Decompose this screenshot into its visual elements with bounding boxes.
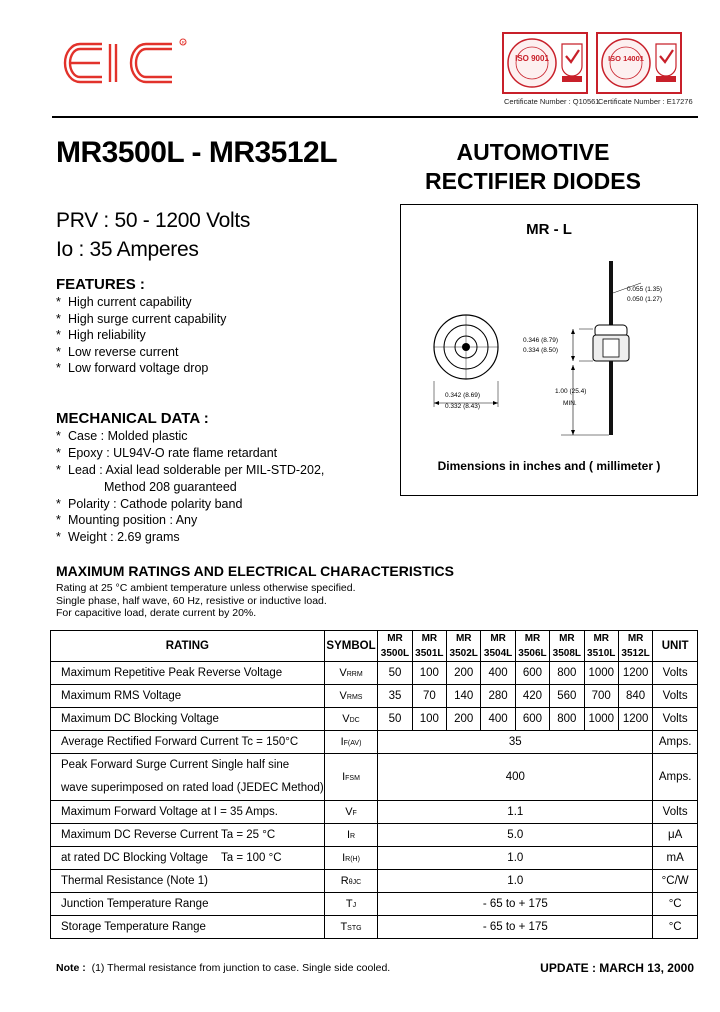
part-header: MR 3510L [584, 631, 618, 662]
rating-header: RATING [51, 631, 325, 662]
dimension-units-note: Dimensions in inches and ( millimeter ) [437, 459, 661, 473]
mechanical-heading: MECHANICAL DATA : [56, 410, 209, 427]
part-header: MR 3504L [481, 631, 515, 662]
svg-text:1.00 (25.4): 1.00 (25.4) [555, 388, 587, 395]
list-item: * Low forward voltage drop [56, 361, 209, 376]
key-specs [56, 206, 250, 264]
iso-9001-badge [502, 32, 588, 94]
mechanical-list [56, 428, 324, 546]
footnote: Note : (1) Thermal resistance from junction to case. Single side cooled. [56, 962, 391, 974]
table-row: Junction Temperature Range TJ - 65 to + 175 °C [51, 893, 698, 916]
svg-text:R: R [181, 40, 185, 45]
symbol-header: SYMBOL [324, 631, 378, 662]
list-item: * High reliability [56, 328, 146, 343]
list-item: * Lead : Axial lead solderable per MIL-STD-202, [56, 462, 325, 477]
svg-text:ISO 14001: ISO 14001 [608, 54, 644, 63]
part-header: MR 3502L [447, 631, 481, 662]
svg-text:ISO 9001: ISO 9001 [515, 54, 549, 63]
package-name: MR - L [526, 221, 572, 238]
ratings-heading: MAXIMUM RATINGS AND ELECTRICAL CHARACTERISTICS [56, 563, 454, 579]
svg-text:MIN.: MIN. [563, 400, 577, 407]
ratings-table [50, 630, 698, 939]
product-title: AUTOMOTIVE RECTIFIER DIODES [425, 139, 641, 194]
part-header: MR 3500L [378, 631, 412, 662]
list-item: * Case : Molded plastic [56, 429, 188, 444]
table-row: Maximum DC Blocking Voltage VDC 50 100 200 400 600 800 1000 1200 Volts [51, 708, 698, 731]
table-header-row [51, 631, 698, 662]
list-item: * High surge current capability [56, 311, 227, 326]
svg-text:0.050 (1.27): 0.050 (1.27) [627, 296, 663, 303]
package-outline-box [400, 204, 698, 496]
list-item: * High current capability [56, 295, 192, 310]
header-divider [52, 116, 698, 118]
table-row: Thermal Resistance (Note 1) RθJC 1.0 °C/W [51, 870, 698, 893]
table-row: Peak Forward Surge Current Single half sine wave superimposed on rated load (JEDEC Method) IFSM 400 Amps. [51, 754, 698, 801]
part-header: MR 3508L [550, 631, 584, 662]
io-spec: Io : 35 Amperes [56, 238, 199, 261]
unit-header: UNIT [653, 631, 698, 662]
table-row: Storage Temperature Range TSTG - 65 to + 175 °C [51, 916, 698, 939]
part-number-range: MR3500L - MR3512L [56, 136, 338, 169]
svg-text:0.346 (8.79): 0.346 (8.79) [523, 337, 559, 344]
table-row: Maximum Repetitive Peak Reverse Voltage VRRM 50 100 200 400 600 800 1000 1200 Volts [51, 662, 698, 685]
part-header: MR 3506L [515, 631, 549, 662]
svg-text:0.332 (8.43): 0.332 (8.43) [445, 403, 481, 410]
part-header: MR 3512L [618, 631, 652, 662]
list-item: * Mounting position : Any [56, 513, 198, 528]
iso-14001-badge [596, 32, 682, 94]
features-heading: FEATURES : [56, 276, 145, 293]
eic-logo [62, 38, 190, 88]
svg-text:0.342 (8.69): 0.342 (8.69) [445, 392, 481, 399]
svg-text:0.334 (8.50): 0.334 (8.50) [523, 347, 559, 354]
update-date: UPDATE : MARCH 13, 2000 [540, 961, 694, 975]
part-header: MR 3501L [412, 631, 446, 662]
package-drawing [401, 205, 699, 497]
list-item: * Epoxy : UL94V-O rate flame retardant [56, 446, 278, 461]
list-item: * Weight : 2.69 grams [56, 530, 180, 545]
prv-spec: PRV : 50 - 1200 Volts [56, 209, 251, 232]
svg-text:0.055 (1.35): 0.055 (1.35) [627, 286, 663, 293]
features-list [56, 294, 226, 377]
list-item: * Low reverse current [56, 344, 179, 359]
list-item: * Polarity : Cathode polarity band [56, 496, 243, 511]
list-item: Method 208 guaranteed [104, 479, 237, 494]
certificate-number-1: Certificate Number : Q10561 [504, 97, 600, 106]
table-row: Average Rectified Forward Current Tc = 150°C IF(AV) 35 Amps. [51, 731, 698, 754]
table-row: Maximum Forward Voltage at I = 35 Amps. VF 1.1 Volts [51, 801, 698, 824]
table-row: Maximum RMS Voltage VRMS 35 70 140 280 420 560 700 840 Volts [51, 685, 698, 708]
rating-conditions: Rating at 25 °C ambient temperature unless otherwise specified. Single phase, half wave, 60 Hz, resistive or inductive load. For capacitive load, derate current by 20%. [56, 582, 356, 620]
table-row: at rated DC Blocking Voltage Ta = 100 °C IR(H) 1.0 mA [51, 847, 698, 870]
certificate-number-2: Certificate Number : E17276 [598, 97, 693, 106]
table-row: Maximum DC Reverse Current Ta = 25 °C IR 5.0 μA [51, 824, 698, 847]
